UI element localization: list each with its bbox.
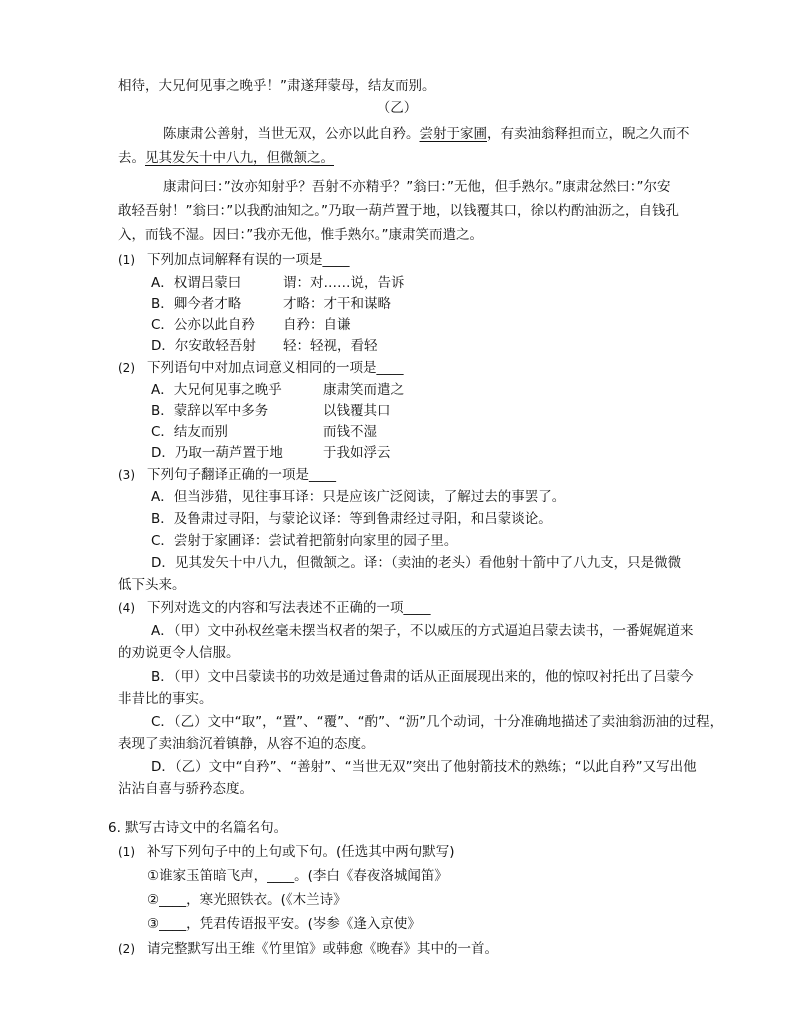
option-text: A．但当涉猎，见往事耳译：只是应该广泛阅读，了解过去的事罢了。 <box>151 489 566 505</box>
yi-paragraph-2-line-2: 敢轻吾射！”翁曰：”以我酌油知之。”乃取一葫芦置于地，以钱覆其口，徐以杓酌油沥之，自钱孔 <box>118 203 679 219</box>
option-text: C．尝射于家圃译：尝试着把箭射向家里的园子里。 <box>151 533 458 549</box>
option-text: B．（甲）文中吕蒙读书的功效是通过鲁肃的话从正面展现出来的，他的惊叹衬托出了吕蒙今 <box>151 669 694 685</box>
question-number: (2) <box>118 361 135 375</box>
option-text: A．权谓吕蒙曰 <box>151 275 242 291</box>
underlined-sentence: 见其发矢十中八九，但微颔之。 <box>145 150 334 166</box>
question-stem: 下列对选文的内容和写法表述不正确的一项____ <box>147 600 431 616</box>
yi-paragraph-2-line-1: 康肃问曰：”汝亦知射乎？吾射不亦精乎？”翁曰：”无他，但手熟尔。”康肃忿然曰：”尔安 <box>163 179 671 195</box>
option-explanation: 谓：对……说，告诉 <box>283 275 405 291</box>
yi-heading: （乙） <box>376 100 418 116</box>
poem-item: ①谁家玉笛暗飞声，____。(李白《春夜洛城闻笛》 <box>147 868 448 884</box>
option-text: A．（甲）文中孙权丝毫未摆当权者的架子，不以威压的方式逼迫吕蒙去读书，一番娓娓道来 <box>151 623 694 639</box>
question-number: (4) <box>118 601 135 615</box>
option-text: B．蒙辞以军中多务 <box>151 403 269 419</box>
option-explanation: 才略：才干和谋略 <box>283 296 391 312</box>
yi-paragraph-2-line-3: 入，而钱不湿。因曰：”我亦无他，惟手熟尔。”康肃笑而遣之。 <box>118 227 483 243</box>
question-stem: 下列语句中对加点词意义相同的一项是____ <box>147 360 404 376</box>
question-6-title: 6. 默写古诗文中的名篇名句。 <box>108 820 288 836</box>
question-stem: 请完整默写出王维《竹里馆》或韩愈《晚春》其中的一首。 <box>147 941 498 957</box>
option-text-cont: 表现了卖油翁沉着镇静，从容不迫的态度。 <box>118 736 375 752</box>
poem-item: ③____，凭君传语报平安。(岑参《逢入京使》 <box>147 916 421 932</box>
option-text: D．（乙）文中“自矜”、“善射”、“当世无双”突出了他射箭技术的熟练；“以此自矜”又写出他 <box>151 759 697 775</box>
question-stem: 下列句子翻译正确的一项是____ <box>147 467 336 483</box>
poem-item: ②____，寒光照铁衣。(《木兰诗》 <box>147 892 347 908</box>
option-compare: 康肃笑而遣之 <box>323 382 404 398</box>
yi-paragraph-1-line-1 <box>163 124 690 144</box>
question-number: (3) <box>118 468 135 482</box>
option-text: D．见其发矢十中八九，但微颔之。译：（卖油的老头）看他射十箭中了八九支，只是微微 <box>151 555 682 571</box>
option-text: A．大兄何见事之晚乎 <box>151 382 282 398</box>
option-compare: 于我如浮云 <box>323 445 391 461</box>
option-text: C．（乙）文中“取”，“置”、“覆”、“酌”、“沥”几个动词，十分准确地描述了卖油翁沥油的过程， <box>151 714 724 730</box>
option-text: C．公亦以此自矜 <box>151 317 255 333</box>
yi-text: 去。 <box>118 150 145 166</box>
underlined-sentence: 尝射于家圃 <box>419 126 487 142</box>
question-number: (2) <box>118 942 135 956</box>
option-text-cont: 低下头来。 <box>118 577 186 593</box>
passage-end-line: 相待，大兄何见事之晚乎！”肃遂拜蒙母，结友而别。 <box>118 78 436 94</box>
option-compare: 而钱不湿 <box>323 424 377 440</box>
option-text-cont: 非昔比的事实。 <box>118 691 213 707</box>
option-compare: 以钱覆其口 <box>323 403 391 419</box>
question-number: (1) <box>118 845 135 859</box>
option-text-cont: 沾沾自喜与骄矜态度。 <box>118 781 253 797</box>
option-text: B．及鲁肃过寻阳，与蒙论议译：等到鲁肃经过寻阳，和吕蒙谈论。 <box>151 511 552 527</box>
yi-paragraph-1-line-2 <box>118 148 334 168</box>
option-text: D．尔安敢轻吾射 <box>151 338 256 354</box>
yi-text: ，有卖油翁释担而立，睨之久而不 <box>487 126 690 142</box>
option-text-cont: 的劝说更令人信服。 <box>118 645 240 661</box>
option-explanation: 轻：轻视，看轻 <box>283 338 378 354</box>
option-text: C．结友而别 <box>151 424 228 440</box>
question-number: (1) <box>118 253 135 267</box>
yi-text: 陈康肃公善射，当世无双，公亦以此自矜。 <box>163 126 420 142</box>
option-explanation: 自矜：自谦 <box>283 317 351 333</box>
question-stem: 下列加点词解释有误的一项是____ <box>147 252 350 268</box>
option-text: B．卿今者才略 <box>151 296 242 312</box>
option-text: D．乃取一葫芦置于地 <box>151 445 283 461</box>
question-stem: 补写下列句子中的上句或下句。(任选其中两句默写) <box>147 844 455 860</box>
